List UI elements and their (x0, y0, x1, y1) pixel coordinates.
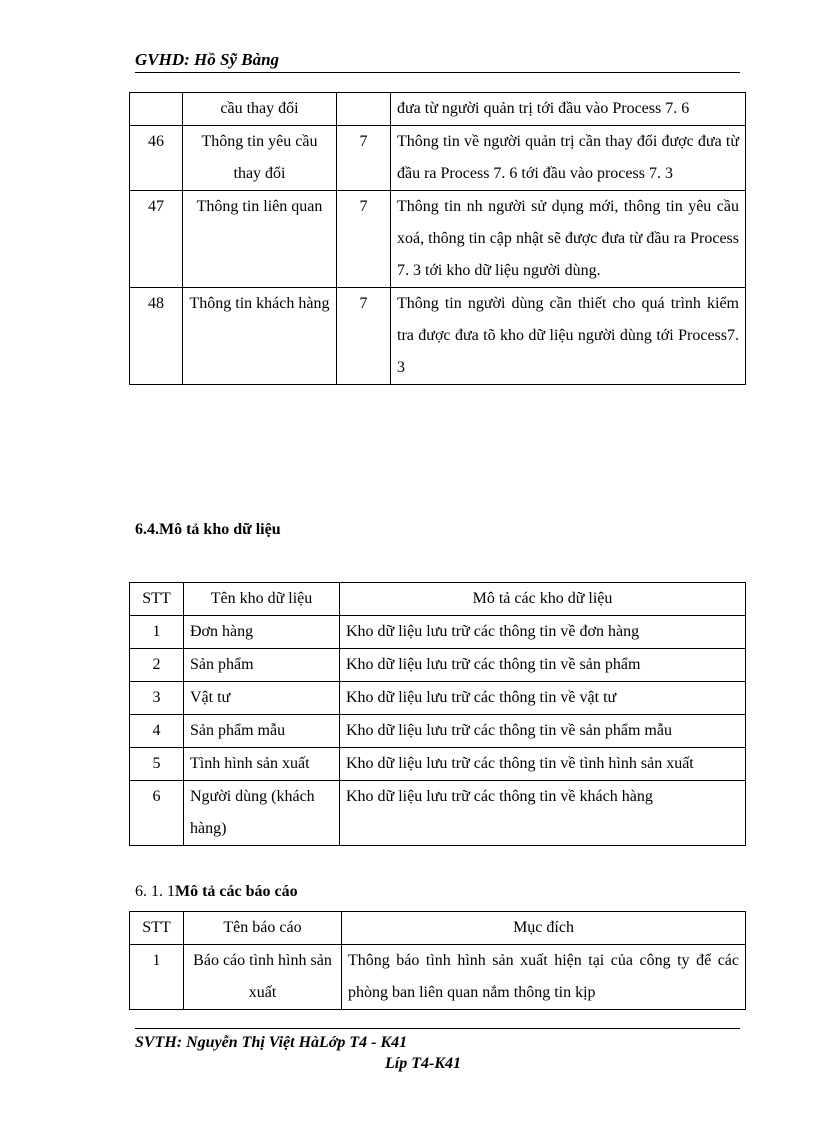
table-row: 46 Thông tin yêu cầu thay đổi 7 Thông tin về người quản trị cần thay đổi được đưa từ đầu ra Process 7. 6 tới đầu vào process 7. 3 (130, 126, 746, 191)
data-flow-table (129, 92, 746, 385)
table-row: cầu thay đổi đưa từ người quản trị tới đầu vào Process 7. 6 (130, 93, 746, 126)
table-header-row: STT Tên kho dữ liệu Mô tả các kho dữ liệu (130, 583, 746, 616)
table-row: 6 Người dùng (khách hàng) Kho dữ liệu lưu trữ các thông tin về khách hàng (130, 781, 746, 846)
page-footer-student: SVTH: Nguyễn Thị Việt HàLớp T4 - K41 (135, 1034, 408, 1051)
table-row: 1 Đơn hàng Kho dữ liệu lưu trữ các thông tin về đơn hàng (130, 616, 746, 649)
report-table (129, 911, 746, 1010)
table-row: 47 Thông tin liên quan 7 Thông tin nh người sử dụng mới, thông tin yêu cầu xoá, thông tin cập nhật sẽ được đưa từ đầu ra Process 7. 3 tới kho dữ liệu người dùng. (130, 191, 746, 288)
header-rule (135, 72, 740, 73)
table-row: 3 Vật tư Kho dữ liệu lưu trữ các thông tin về vật tư (130, 682, 746, 715)
section-title-data-stores: 6.4.Mô tả kho dữ liệu (135, 521, 281, 538)
table-row: 48 Thông tin khách hàng 7 Thông tin người dùng cần thiết cho quá trình kiểm tra được đưa tõ kho dữ liệu người dùng tới Process7. 3 (130, 288, 746, 385)
table-row: 5 Tình hình sản xuất Kho dữ liệu lưu trữ các thông tin về tình hình sản xuất (130, 748, 746, 781)
table-header-row: STT Tên báo cáo Mục đích (130, 912, 746, 945)
page-header-instructor: GVHD: Hồ Sỹ Bàng (135, 50, 280, 69)
table-row: 2 Sản phẩm Kho dữ liệu lưu trữ các thông tin về sản phẩm (130, 649, 746, 682)
table-row: 1 Báo cáo tình hình sản xuất Thông báo tình hình sản xuất hiện tại của công ty để các phòng ban liên quan nắm thông tin kịp (130, 945, 746, 1010)
table-row: 4 Sản phẩm mẫu Kho dữ liệu lưu trữ các thông tin về sản phẩm mẫu (130, 715, 746, 748)
data-store-table (129, 582, 746, 846)
section-title-reports: 6. 1. 1Mô tả các báo cáo (135, 883, 298, 900)
page-footer-class: Líp T4-K41 (385, 1055, 461, 1072)
footer-rule (135, 1028, 740, 1029)
